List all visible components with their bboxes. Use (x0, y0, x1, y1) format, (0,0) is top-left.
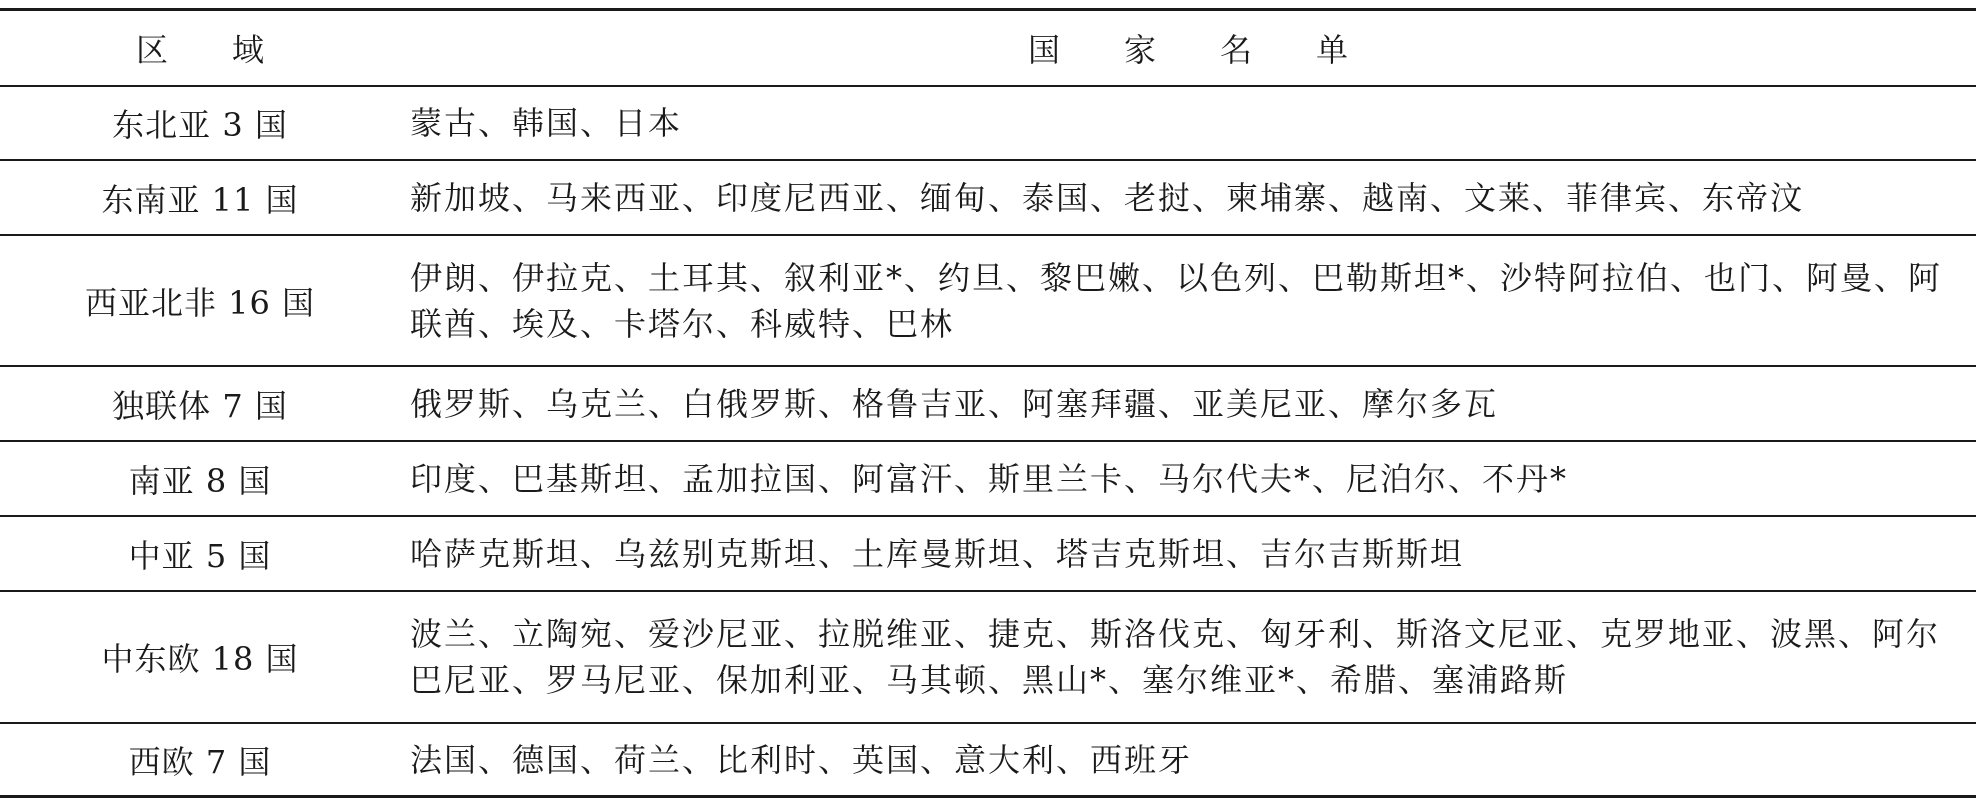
countries-cell (410, 161, 1970, 234)
countries-text: 伊朗、伊拉克、土耳其、叙利亚*、约旦、黎巴嫩、以色列、巴勒斯坦*、沙特阿拉伯、也门、阿曼、阿联酋、埃及、卡塔尔、科威特、巴林 (410, 258, 1943, 343)
region-cell: 西亚北非 16 国 (84, 283, 316, 322)
countries-cell (410, 87, 1970, 159)
header-region: 区 域 (135, 31, 264, 69)
countries-cell (410, 442, 1970, 515)
countries-text: 俄罗斯、乌克兰、白俄罗斯、格鲁吉亚、阿塞拜疆、亚美尼亚、摩尔多瓦 (410, 384, 1499, 423)
countries-text: 蒙古、韩国、日本 (410, 104, 683, 142)
header-countries: 国 家 名 单 (1027, 31, 1348, 69)
table-row (0, 161, 1976, 234)
countries-text: 印度、巴基斯坦、孟加拉国、阿富汗、斯里兰卡、马尔代夫*、尼泊尔、不丹* (410, 459, 1569, 498)
region-cell: 独联体 7 国 (112, 386, 288, 425)
countries-cell (410, 724, 1970, 795)
countries-text: 法国、德国、荷兰、比利时、英国、意大利、西班牙 (410, 740, 1193, 779)
table-row (0, 236, 1976, 365)
countries-text: 新加坡、马来西亚、印度尼西亚、缅甸、泰国、老挝、柬埔寨、越南、文莱、菲律宾、东帝汶 (410, 178, 1805, 217)
countries-text: 波兰、立陶宛、爱沙尼亚、拉脱维亚、捷克、斯洛伐克、匈牙利、斯洛文尼亚、克罗地亚、波黑、阿尔巴尼亚、罗马尼亚、保加利亚、马其顿、黑山*、塞尔维亚*、希腊、塞浦路斯 (410, 615, 1941, 699)
countries-text: 哈萨克斯坦、乌兹别克斯坦、土库曼斯坦、塔吉克斯坦、吉尔吉斯斯坦 (410, 534, 1465, 573)
table-row (0, 442, 1976, 515)
table-header-row (0, 11, 1976, 85)
region-cell: 西欧 7 国 (128, 742, 272, 781)
table-bottom-rule (0, 795, 1976, 798)
region-cell: 中东欧 18 国 (101, 640, 299, 678)
region-cell: 东北亚 3 国 (112, 106, 288, 144)
countries-cell (410, 367, 1970, 440)
table-row (0, 592, 1976, 722)
countries-cell (410, 592, 1970, 722)
table-row (0, 87, 1976, 159)
table-row (0, 517, 1976, 590)
table-row (0, 724, 1976, 795)
countries-cell (410, 517, 1970, 590)
table-row (0, 367, 1976, 440)
countries-cell (410, 236, 1970, 365)
region-cell: 中亚 5 国 (128, 536, 272, 575)
region-cell: 东南亚 11 国 (101, 180, 299, 219)
region-cell: 南亚 8 国 (128, 461, 272, 500)
